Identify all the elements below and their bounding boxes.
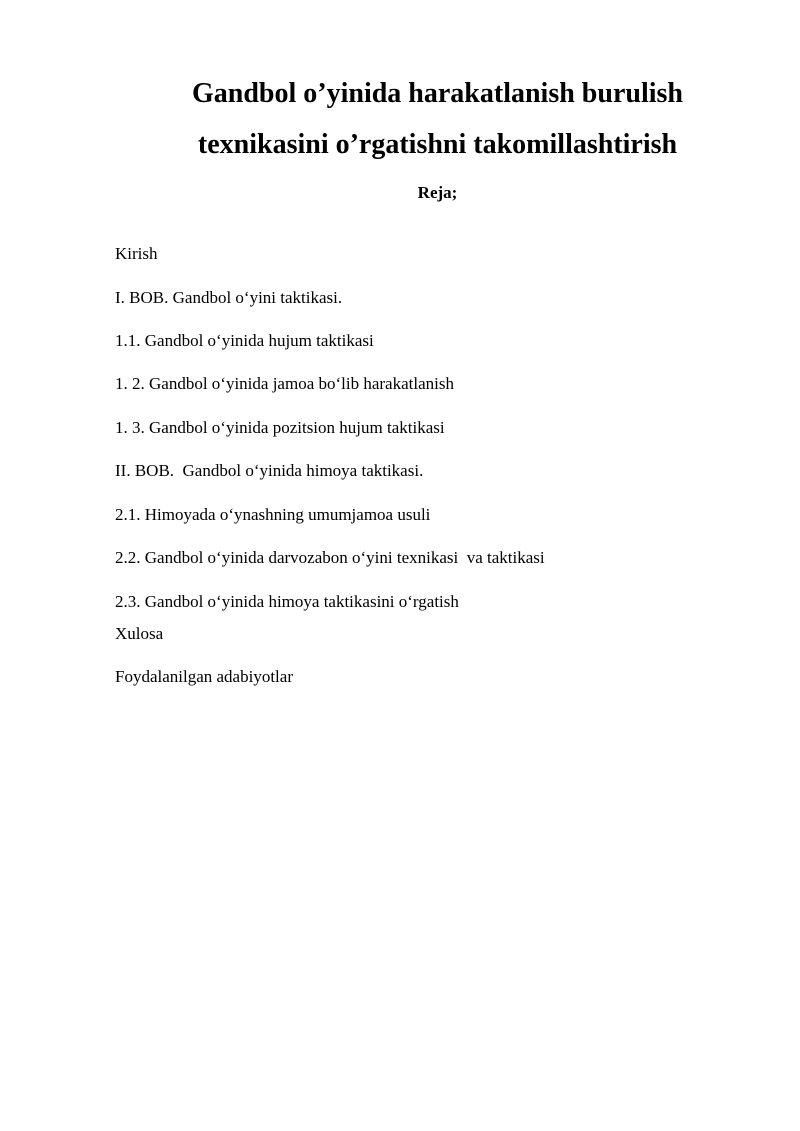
toc-item-1-3: 1. 3. Gandbol o‘yinida pozitsion hujum taktikasi (115, 418, 445, 437)
document-title-line-2: texnikasini o’rgatishni takomillashtirish (197, 129, 678, 160)
toc-item-references: Foydalanilgan adabiyotlar (115, 667, 293, 686)
plan-heading: Reja; (417, 183, 458, 202)
toc-item-conclusion: Xulosa (115, 624, 164, 643)
toc-item-2-1: 2.1. Himoyada o‘ynashning umumjamoa usuli (115, 505, 431, 524)
toc-item-introduction: Kirish (115, 244, 158, 263)
toc-item-1-1: 1.1. Gandbol o‘yinida hujum taktikasi (115, 331, 374, 350)
toc-item-1-2: 1. 2. Gandbol o‘yinida jamoa bo‘lib harakatlanish (115, 374, 454, 393)
toc-item-chapter-2: II. BOB. Gandbol o‘yinida himoya taktikasi. (115, 461, 424, 480)
toc-item-chapter-1: I. BOB. Gandbol o‘yini taktikasi. (115, 288, 343, 307)
document-title-line-1: Gandbol o’yinida harakatlanish burulish (192, 78, 683, 109)
toc-item-2-2: 2.2. Gandbol o‘yinida darvozabon o‘yini texnikasi va taktikasi (115, 548, 545, 567)
toc-item-2-3: 2.3. Gandbol o‘yinida himoya taktikasini o‘rgatish (115, 592, 459, 611)
